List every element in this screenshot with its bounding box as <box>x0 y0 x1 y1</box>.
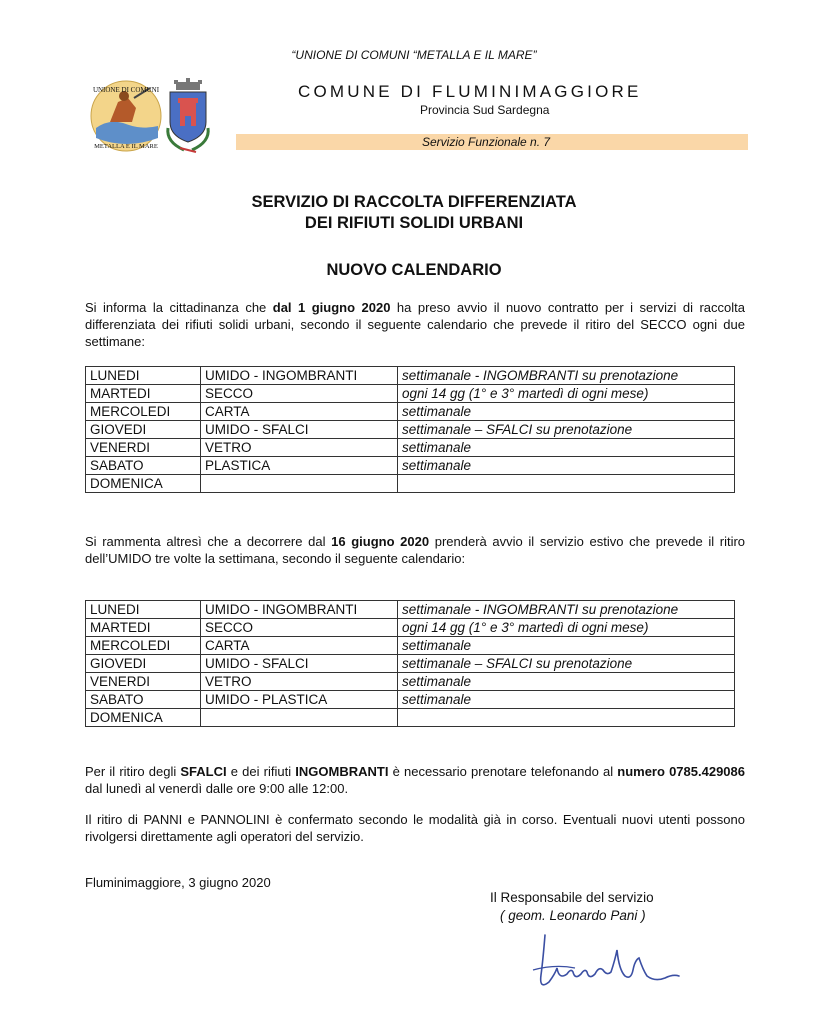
union-logo <box>88 78 164 154</box>
table-row <box>86 475 735 493</box>
table-row <box>86 421 735 439</box>
logo-union-top-text: UNIONE DI COMUNI <box>92 86 160 94</box>
day-cell: LUNEDI <box>86 367 201 385</box>
table-row <box>86 637 735 655</box>
intro-date: dal 1 giugno 2020 <box>272 300 391 315</box>
table-row <box>86 709 735 727</box>
table-row <box>86 439 735 457</box>
frequency-cell: settimanale <box>398 637 735 655</box>
calendar-table-2 <box>85 600 735 727</box>
day-cell: GIOVEDI <box>86 421 201 439</box>
intro-text-1: Si informa la cittadinanza che <box>85 300 273 315</box>
waste-type-cell: UMIDO - INGOMBRANTI <box>201 601 398 619</box>
summer-date: 16 giugno 2020 <box>331 534 430 549</box>
booking-ingombranti: INGOMBRANTI <box>295 764 389 779</box>
booking-paragraph <box>85 763 745 797</box>
frequency-cell: settimanale <box>398 439 735 457</box>
waste-type-cell: VETRO <box>201 673 398 691</box>
title-calendar: NUOVO CALENDARIO <box>326 261 502 279</box>
waste-type-cell: VETRO <box>201 439 398 457</box>
frequency-cell <box>398 709 735 727</box>
booking-text-2: e dei rifiuti <box>226 764 296 779</box>
servizio-band <box>236 134 748 150</box>
union-header: “UNIONE DI COMUNI “METALLA E IL MARE” <box>291 48 537 62</box>
waste-type-cell <box>201 709 398 727</box>
summer-text-1: Si rammenta altresì che a decorrere dal <box>85 534 332 549</box>
table-row <box>86 619 735 637</box>
intro-text-2: ha preso avvio il nuovo contratto per i servizi di raccolta differenziata dei rifiuti solidi urbani, secondo il seguente calendario che prevede il ritiro del SECCO ogni due settimane: <box>85 300 745 349</box>
intro-paragraph <box>85 299 745 350</box>
waste-type-cell: CARTA <box>201 637 398 655</box>
booking-text-1: Per il ritiro degli <box>85 764 181 779</box>
waste-type-cell: UMIDO - PLASTICA <box>201 691 398 709</box>
title-line-2: DEI RIFIUTI SOLIDI URBANI <box>304 214 524 232</box>
waste-type-cell: SECCO <box>201 619 398 637</box>
day-cell: SABATO <box>86 691 201 709</box>
table-row <box>86 691 735 709</box>
frequency-cell: ogni 14 gg (1° e 3° martedì di ogni mese) <box>398 619 735 637</box>
day-cell: MERCOLEDI <box>86 637 201 655</box>
frequency-cell <box>398 475 735 493</box>
frequency-cell: settimanale <box>398 403 735 421</box>
day-cell: LUNEDI <box>86 601 201 619</box>
booking-text-3: è necessario prenotare telefonando al <box>388 764 618 779</box>
table-row <box>86 601 735 619</box>
frequency-cell: settimanale – SFALCI su prenotazione <box>398 421 735 439</box>
frequency-cell: settimanale - INGOMBRANTI su prenotazione <box>398 367 735 385</box>
place-date: Fluminimaggiore, 3 giugno 2020 <box>85 875 271 890</box>
booking-sfalci: SFALCI <box>180 764 227 779</box>
frequency-cell: settimanale <box>398 673 735 691</box>
title-line-1: SERVIZIO DI RACCOLTA DIFFERENZIATA <box>251 193 577 211</box>
frequency-cell: ogni 14 gg (1° e 3° martedì di ogni mese) <box>398 385 735 403</box>
logo-union-bottom-text: METALLA E IL MARE <box>94 143 158 150</box>
waste-type-cell: SECCO <box>201 385 398 403</box>
waste-type-cell <box>201 475 398 493</box>
day-cell: SABATO <box>86 457 201 475</box>
day-cell: MARTEDI <box>86 619 201 637</box>
waste-type-cell: UMIDO - INGOMBRANTI <box>201 367 398 385</box>
provincia: Provincia Sud Sardegna <box>420 103 550 117</box>
day-cell: DOMENICA <box>86 475 201 493</box>
table-row <box>86 655 735 673</box>
booking-phone-number: numero 0785.429086 <box>617 764 745 779</box>
table-row <box>86 385 735 403</box>
frequency-cell: settimanale – SFALCI su prenotazione <box>398 655 735 673</box>
calendar-table-1 <box>85 366 735 493</box>
table-row <box>86 367 735 385</box>
booking-text-4: dal lunedì al venerdì dalle ore 9:00 alle 12:00. <box>85 781 349 796</box>
comune-name: COMUNE DI FLUMINIMAGGIORE <box>298 82 642 101</box>
panni-paragraph: Il ritiro di PANNI e PANNOLINI è confermato secondo le modalità già in corso. Eventuali nuovi utenti possono rivolgersi direttamente agli operatori del servizio. <box>85 812 745 844</box>
frequency-cell: settimanale <box>398 457 735 475</box>
signatory-role: Il Responsabile del servizio <box>490 890 654 905</box>
comune-crest-logo <box>162 78 214 154</box>
day-cell: GIOVEDI <box>86 655 201 673</box>
day-cell: DOMENICA <box>86 709 201 727</box>
waste-type-cell: CARTA <box>201 403 398 421</box>
waste-type-cell: UMIDO - SFALCI <box>201 421 398 439</box>
frequency-cell: settimanale <box>398 691 735 709</box>
day-cell: VENERDI <box>86 673 201 691</box>
table-row <box>86 673 735 691</box>
summer-text-2: prenderà avvio il servizio estivo che prevede il ritiro dell’UMIDO tre volte la settimana, secondo il seguente calendario: <box>85 534 746 566</box>
table-row <box>86 457 735 475</box>
servizio-label: Servizio Funzionale n. 7 <box>422 135 551 149</box>
handwritten-signature <box>515 930 695 1000</box>
waste-type-cell: UMIDO - SFALCI <box>201 655 398 673</box>
summer-paragraph <box>85 533 745 567</box>
day-cell: MERCOLEDI <box>86 403 201 421</box>
table-row <box>86 403 735 421</box>
waste-type-cell: PLASTICA <box>201 457 398 475</box>
signatory-name: ( geom. Leonardo Pani ) <box>500 908 646 923</box>
day-cell: MARTEDI <box>86 385 201 403</box>
day-cell: VENERDI <box>86 439 201 457</box>
frequency-cell: settimanale - INGOMBRANTI su prenotazione <box>398 601 735 619</box>
